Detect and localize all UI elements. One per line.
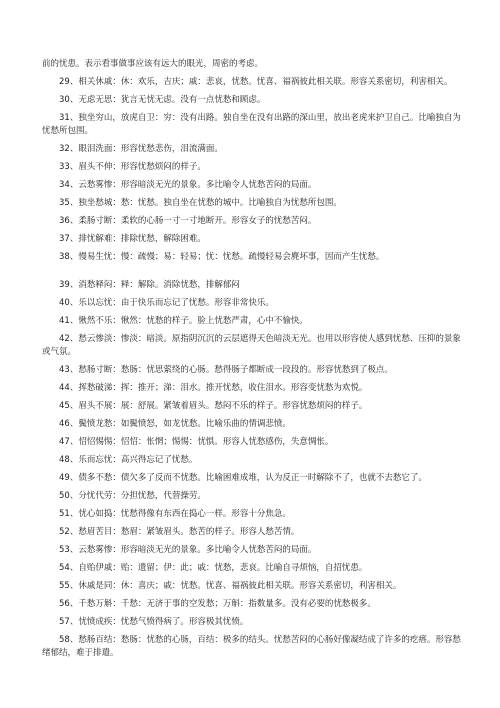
document-page (42, 58, 464, 665)
paragraph: 30、无虑无思：犹言无忧无虑。没有一点忧愁和顾虑。 (59, 95, 266, 105)
paragraph: 39、消愁释闷：释：解除。消除忧愁，排解郁闷 (59, 280, 240, 290)
paragraph: 35、独坐愁城：愁：忧愁。独自坐在忧愁的城中。比喻独自为忧愁所包围。 (59, 198, 342, 208)
paragraph: 37、排忧解难：排除忧愁，解除困难。 (59, 234, 206, 244)
paragraph: 41、愀然不乐：愀然：忧愁的样子。脸上忧愁严肃，心中不愉快。 (59, 316, 308, 326)
paragraph: 43、愁肠寸断：愁肠：忧思萦绕的心肠。愁得肠子都断成一段段的。形容忧愁到了极点。 (59, 365, 393, 375)
paragraph: 42、愁云惨淡：惨淡：暗淡。原指阴沉沉的云层遮得天色暗淡无光。也用以形容使人感到忧愁、压抑的景象或气氛。 (42, 334, 461, 357)
paragraph: 48、乐而忘忧：高兴得忘记了忧愁。 (59, 455, 198, 465)
paragraph: 36、柔肠寸断：柔软的心肠一寸一寸地断开。形容女子的忧愁苦闷。 (59, 216, 317, 226)
paragraph: 57、忧愤成疾：忧愁气愤得病了。形容极其忧愤。 (59, 617, 249, 627)
paragraph: 38、慢易生忧：慢：疏慢；易：轻易；忧：忧愁。疏慢轻易会麂坏事，因而产生忧愁。 (59, 252, 385, 262)
paragraph: 32、眼泪洗面：形容忧愁悲伤，泪流满面。 (59, 144, 223, 154)
paragraph: 54、自贻伊戚：贻：遗留；伊：此；戚：忧愁，悲哀。比喻自寻烦恼，自招忧患。 (59, 563, 368, 573)
paragraph: 31、独坐穷山，放虎自卫：穷：没有出路。独自坐在没有出路的深山里，放出老虎来护卫自己。比喻独自为忧愁所包围。 (42, 113, 461, 136)
paragraph: 46、鬓愤龙愁：如鬓愤怒，如龙忧愁。比喻乐曲的情调悲愤。 (59, 419, 291, 429)
paragraph: 44、挥愁破涕：挥：推开；涕：泪水。推开忧愁，收住泪水。形容变忧愁为欢悦。 (59, 383, 368, 393)
paragraph: 53、云愁雾惨：形容暗淡无光的景象。多比喻令人忧愁苦闷的局面。 (59, 545, 317, 555)
paragraph: 34、云愁雾惨：形容暗淡无光的景象。多比喻令人忧愁苦闷的局面。 (59, 180, 317, 190)
paragraph: 50、分忧代劳：分担忧愁，代替操劳。 (59, 491, 206, 501)
paragraph: 33、眉头不伸：形容忧愁烦闷的样子。 (59, 162, 206, 172)
paragraph: 58、愁肠百结：愁肠：忧愁的心肠，百结：极多的结头。忧愁苦闷的心肠好像凝结成了许多的疙瘩。形容愁绪郁结，难于排遣。 (42, 635, 461, 658)
paragraph: 47、怊怊惕惕：怊怊：怅惘；惕惕：忧惧。形容人忧愁感伤，失意惆怅。 (59, 437, 334, 447)
paragraph: 55、休戚是同：休：喜庆；戚：忧愁。忧喜、福祸彼此相关联。形容关系密切，利害相关。 (59, 581, 402, 591)
paragraph: 52、愁眉苦目：愁眉：紧皱眉头。愁苦的样子。形容人愁苦情。 (59, 527, 300, 537)
paragraph: 49、债多不愁：债欠多了反而不忧愁。比喻困难成堆，认为反正一时解除不了，也就不去愁它了。 (59, 473, 427, 483)
paragraph: 56、千愁万斛：千愁：无济于事的空发愁；万斛：指数量多。没有必要的忧愁极多。 (59, 599, 376, 609)
paragraph: 40、乐以忘忧：由于快乐而忘记了忧愁。形容非常快乐。 (59, 298, 274, 308)
paragraph: 45、眉头不展：展：舒展。紧皱着眉头。愁闷不乐的样子。形容忧愁烦闷的样子。 (59, 401, 368, 411)
paragraph: 29、相关休戚：休：欢乐，吉庆；戚：悲哀，忧愁。忧喜、福祸彼此相关联。形容关系密切，利害相关。 (59, 77, 453, 87)
paragraph: 51、忧心如捣：忧愁得像有东西在捣心一样。形容十分焦急。 (59, 509, 291, 519)
paragraph-gap (42, 269, 464, 279)
paragraph: 前的忧患。表示看事做事应该有远大的眼光，周密的考虑。 (42, 59, 264, 69)
